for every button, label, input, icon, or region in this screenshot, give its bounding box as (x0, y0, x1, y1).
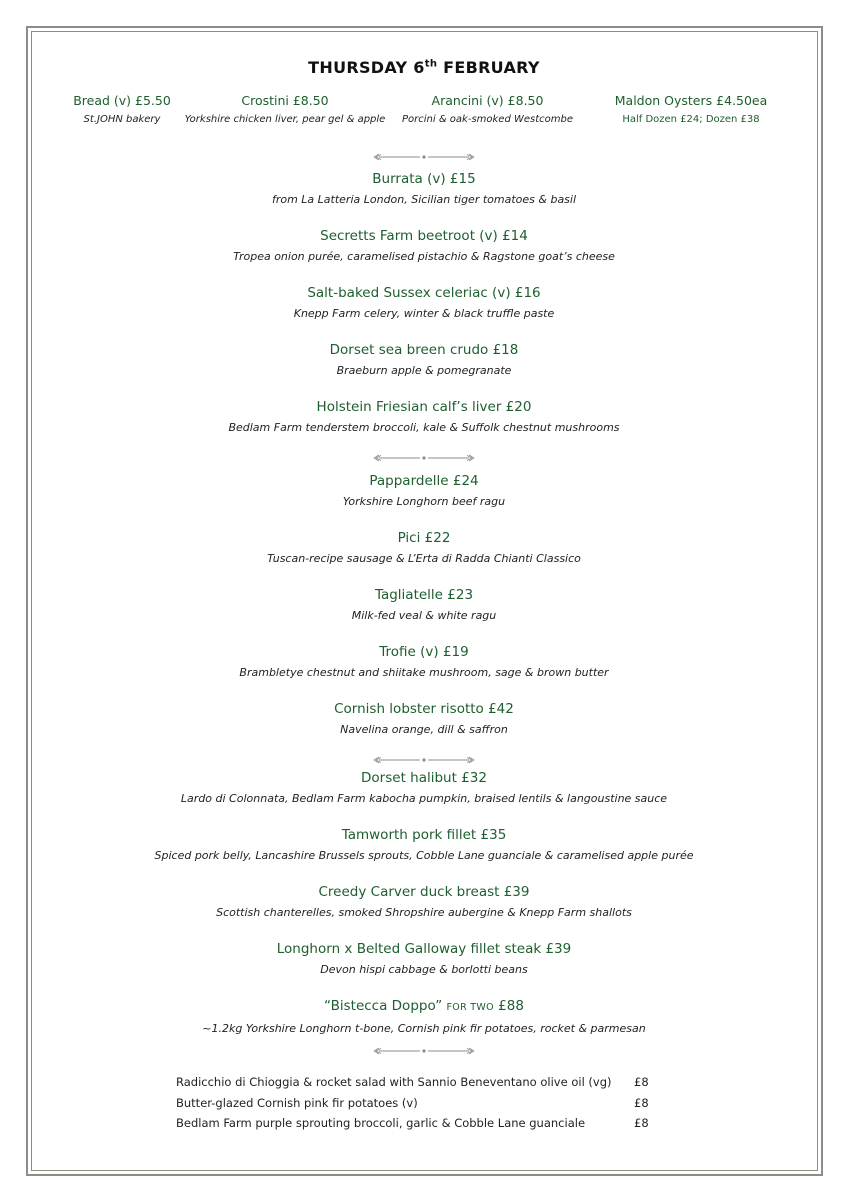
dish-desc: Braeburn apple & pomegranate (336, 364, 512, 377)
dish-name: Holstein Friesian calf’s liver £20 (316, 399, 532, 415)
dish-desc: Devon hispi cabbage & borlotti beans (320, 963, 528, 976)
dish-name: Burrata (v) £15 (372, 171, 476, 187)
dish-desc: Milk-fed veal & white ragu (351, 609, 497, 622)
dish-trofie (0, 643, 848, 680)
dish-pici (0, 529, 848, 566)
snack-desc: Porcini & oak-smoked Westcombe (401, 114, 574, 125)
dish-desc: Bedlam Farm tenderstem broccoli, kale & Suffolk chestnut mushrooms (228, 421, 620, 434)
dish-name: Dorset halibut £32 (361, 770, 487, 786)
dish-pork-fillet (0, 826, 848, 863)
dish-name: Trofie (v) £19 (379, 644, 469, 660)
dish-name: Creedy Carver duck breast £39 (318, 884, 530, 900)
snack-name: Crostini £8.50 (241, 93, 329, 108)
dish-name: Salt-baked Sussex celeriac (v) £16 (307, 285, 541, 301)
snack-bread (62, 93, 182, 127)
dish-desc: Lardo di Colonnata, Bedlam Farm kabocha pumpkin, braised lentils & langoustine sauce (180, 792, 668, 805)
dish-burrata (0, 170, 848, 207)
side-name: Butter-glazed Cornish pink fir potatoes (v) (176, 1095, 418, 1110)
side-item (176, 1072, 676, 1093)
dish-name: Cornish lobster risotto £42 (334, 701, 514, 717)
dish-duck-breast (0, 883, 848, 920)
dish-pappardelle (0, 472, 848, 509)
menu-date-title: THURSDAY 6th FEBRUARY (308, 58, 540, 77)
dish-name: Pappardelle £24 (369, 473, 479, 489)
dish-desc: Spiced pork belly, Lancashire Brussels sprouts, Cobble Lane guanciale & caramelised apple purée (154, 849, 694, 862)
dish-desc: Scottish chanterelles, smoked Shropshire aubergine & Knepp Farm shallots (216, 906, 632, 919)
side-price: £8 (634, 1116, 649, 1131)
dish-bistecca (0, 997, 848, 1036)
side-name: Bedlam Farm purple sprouting broccoli, garlic & Cobble Lane guanciale (176, 1116, 586, 1131)
snack-desc: St.JOHN bakery (83, 114, 161, 125)
dish-desc: Brambletye chestnut and shiitake mushroom, sage & brown butter (239, 666, 609, 679)
dish-desc: ~1.2kg Yorkshire Longhorn t-bone, Cornish pink fir potatoes, rocket & parmesan (202, 1022, 646, 1035)
dish-tagliatelle (0, 586, 848, 623)
snack-desc: Half Dozen £24; Dozen £38 (622, 114, 760, 125)
dish-crudo (0, 341, 848, 378)
dish-name: “Bistecca Doppo” FOR TWO £88 (324, 998, 524, 1014)
dish-desc: Yorkshire Longhorn beef ragu (342, 495, 506, 508)
dish-beetroot (0, 227, 848, 264)
dish-desc: Tropea onion purée, caramelised pistachio & Ragstone goat’s cheese (233, 250, 615, 263)
snack-name: Bread (v) £5.50 (73, 93, 171, 108)
dish-desc: from La Latteria London, Sicilian tiger tomatoes & basil (271, 193, 577, 206)
for-two-note: FOR TWO (446, 1002, 494, 1013)
dish-calfs-liver (0, 398, 848, 435)
side-item (176, 1093, 676, 1114)
dish-celeriac (0, 284, 848, 321)
side-name: Radicchio di Chioggia & rocket salad with Sannio Beneventano olive oil (vg) (176, 1075, 612, 1090)
snack-oysters (606, 93, 776, 127)
dish-desc: Tuscan-recipe sausage & L’Erta di Radda Chianti Classico (267, 552, 581, 565)
ornament-divider (372, 153, 476, 161)
sides-list (176, 1072, 676, 1134)
dish-name: Dorset sea breen crudo £18 (329, 342, 519, 358)
dish-desc: Knepp Farm celery, winter & black truffle paste (293, 307, 555, 320)
dish-desc: Navelina orange, dill & saffron (340, 723, 508, 736)
snack-crostini (180, 93, 390, 127)
dish-fillet-steak (0, 940, 848, 977)
snack-name: Maldon Oysters £4.50ea (614, 93, 768, 108)
side-price: £8 (634, 1075, 649, 1090)
side-item (176, 1113, 676, 1134)
dish-name: Secretts Farm beetroot (v) £14 (320, 228, 528, 244)
dish-name: Pici £22 (397, 530, 451, 546)
ornament-divider (372, 454, 476, 462)
side-price: £8 (634, 1095, 649, 1110)
snack-desc: Yorkshire chicken liver, pear gel & apple (184, 114, 386, 125)
ornament-divider (372, 756, 476, 764)
snack-arancini (400, 93, 575, 127)
dish-halibut (0, 769, 848, 806)
dish-name: Tagliatelle £23 (374, 587, 474, 603)
ornament-divider (372, 1047, 476, 1055)
snack-name: Arancini (v) £8.50 (431, 93, 544, 108)
dish-name: Longhorn x Belted Galloway fillet steak £39 (276, 941, 572, 957)
dish-lobster-risotto (0, 700, 848, 737)
dish-name: Tamworth pork fillet £35 (341, 827, 507, 843)
